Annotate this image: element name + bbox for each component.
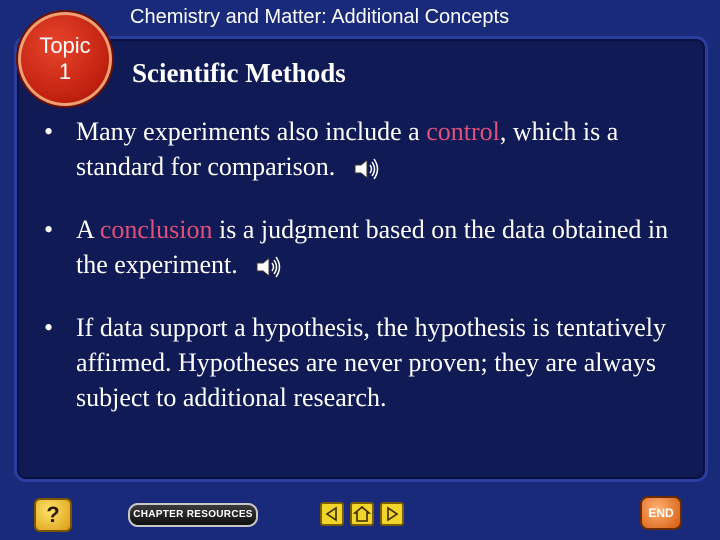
bullet-text: Many experiments also include a (76, 117, 427, 146)
topic-label: Topic (39, 33, 91, 58)
bullet-item-hypothesis (44, 310, 684, 415)
nav-back-button[interactable] (320, 502, 344, 526)
end-button[interactable]: END (640, 496, 682, 530)
topic-number: 1 (58, 59, 72, 84)
bullet-dot: • (44, 215, 54, 244)
bullet-text: , which is a standard for comparison. (76, 117, 619, 181)
chapter-title: Chemistry and Matter: Additional Concepts (130, 6, 510, 28)
bullet-text: A (76, 215, 100, 244)
bullet-dot: • (44, 117, 54, 146)
chapter-resources-button[interactable]: CHAPTER RESOURCES (128, 503, 258, 527)
nav-back-icon (322, 504, 342, 524)
help-button[interactable] (34, 498, 72, 532)
section-title: Scientific Methods (132, 58, 346, 88)
bullet-item-control (44, 114, 684, 184)
nav-forward-button[interactable] (380, 502, 404, 526)
speaker-icon[interactable] (352, 156, 382, 182)
speaker-icon[interactable] (254, 254, 284, 280)
key-term-control: control (426, 117, 500, 146)
help-icon: ? (46, 502, 60, 527)
bullet-dot: • (44, 313, 54, 342)
nav-forward-icon (382, 504, 402, 524)
topic-badge (18, 12, 112, 106)
bullet-text: is a judgment based on the data obtained in the experiment. (76, 215, 669, 279)
key-term-conclusion: conclusion (99, 215, 213, 244)
nav-home-icon (352, 504, 372, 524)
bullet-list (44, 114, 684, 443)
nav-home-button[interactable] (350, 502, 374, 526)
bullet-text: If data support a hypothesis, the hypothesis is tentatively affirmed. Hypotheses are never proven; they are always subject to additional research. (76, 313, 666, 412)
bullet-item-conclusion (44, 212, 684, 282)
